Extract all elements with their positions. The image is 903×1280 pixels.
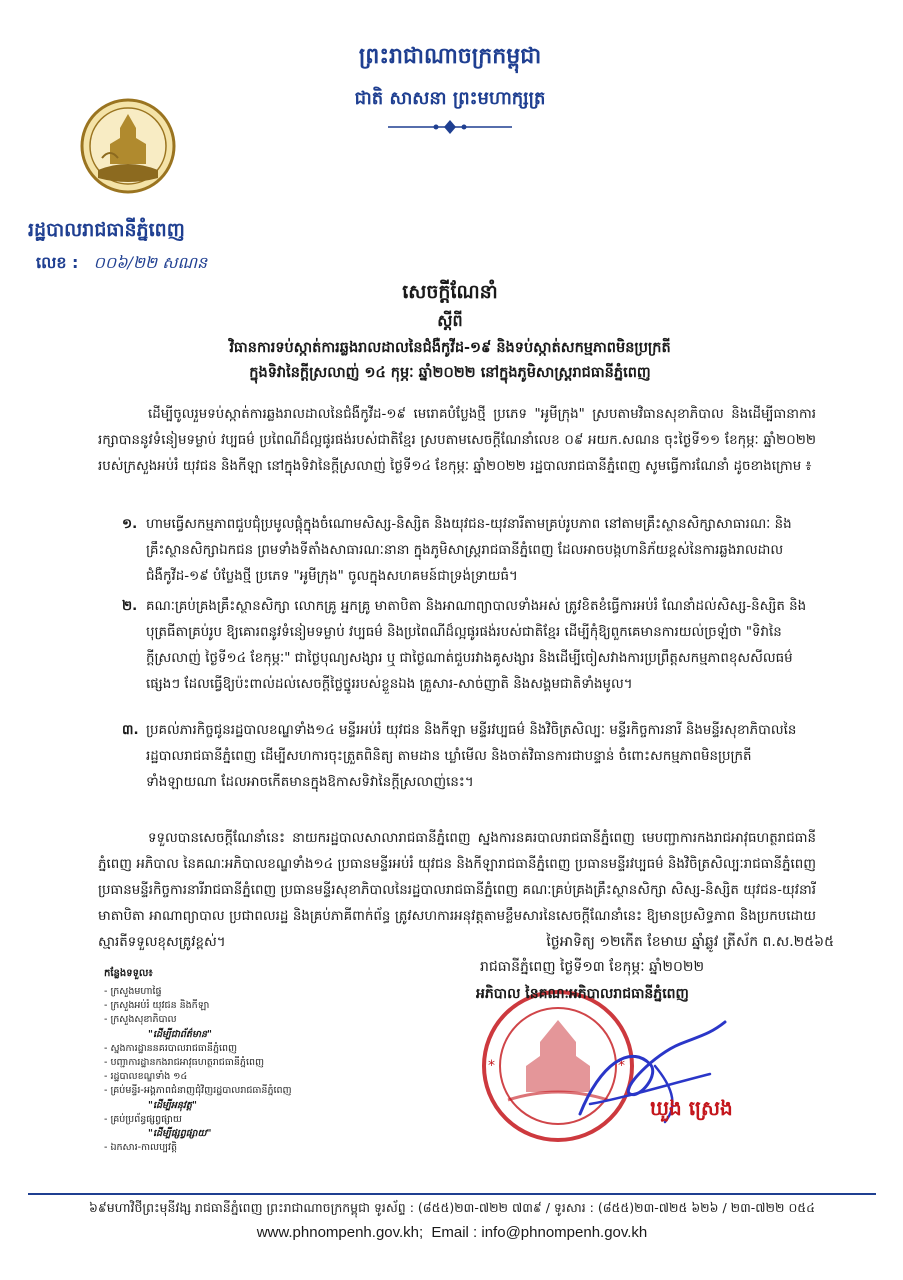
item-text: ហាមធ្វើសកម្មភាពជួបជុំប្រមូលផ្ដុំក្នុងចំណោមសិស្ស-និស្សិត និងយុវជន-យុវនារីតាមគ្រប់រូបភាព នៅតាមគ្រឹះស្ថានសិក្សាសាធារណៈ និងគ្រឹះស្ថានសិក្សាឯកជន ព្រមទាំងទីតាំងសាធារណៈនានា ក្នុងភូមិសាស្ត្ររាជធានីភ្នំពេញ ដែលអាចបង្កហានិភ័យខ្ពស់នៃការឆ្លងរាលដាលជំងឺកូវីដ-១៩ បំប្លែងថ្មី ប្រភេទ "អូមីក្រុង" ចូលក្នុងសហគមន៍ជាទ្រង់ទ្រាយធំ។ [146,517,792,584]
intro-paragraph: ដើម្បីចូលរួមទប់ស្កាត់ការឆ្លងរាលដាលនៃជំងឺកូវីដ-១៩ មេរោគបំប្លែងថ្មី ប្រភេទ "អូមីក្រុង" ស្របតាមវិធានសុខាភិបាល និងដើម្បីធានាការរក្សាបាននូវទំនៀមទម្លាប់ វប្បធម៌ ប្រពៃណីដ៏ល្អផូរផង់របស់ជាតិខ្មែរ ស្របតាមសេចក្ដីណែនាំលេខ ០៩ អយក.សណន ចុះថ្ងៃទី១១ ខែកុម្ភៈ ឆ្នាំ២០២២ របស់ក្រសួងអប់រំ យុវជន និងកីឡា នៅក្នុងទិវានៃក្ដីស្រលាញ់ ថ្ងៃទី១៤ ខែកុម្ភៈ ឆ្នាំ២០២២ រដ្ឋបាលរាជធានីភ្នំពេញ សូមធ្វើការណែនាំ ដូចខាងក្រោម ៖ [98,407,816,474]
lunar-date: ថ្ងៃអាទិត្យ ១២កើត ខែមាឃ ឆ្នាំឆ្លូវ ត្រីស័ក ព.ស.២៥៦៥ [546,934,834,950]
item-text: ប្រគល់ភារកិច្ចជូនរដ្ឋបាលខណ្ឌទាំង១៤ មន្ទីរអប់រំ យុវជន និងកីឡា មន្ទីរវប្បធម៌ និងវិចិត្រសិល្បៈ មន្ទីរកិច្ចការនារី និងមន្ទីរសុខាភិបាលនៃរដ្ឋបាលរាជធានីភ្នំពេញ ដើម្បីសហការចុះត្រួតពិនិត្យ តាមដាន ឃ្លាំមើល និងចាត់វិធានការជាបន្ទាន់ ចំពោះសកម្មភាពមិនប្រក្រតីទាំងឡាយណា ដែលអាចកើតមានក្នុងឱកាសទិវានៃក្ដីស្រលាញ់នេះ។ [146,723,797,790]
recipient-purpose: "ដើម្បីជាព័ត៌មាន" [148,1028,212,1040]
item-number: ៣. [122,723,139,738]
reference-label: លេខ : [36,253,79,272]
footer-address: ៦៩មហាវិថីព្រះមុនីវង្ស រាជធានីភ្នំពេញ ព្រះរាជាណាចក្រកម្ពុជា ទូរស័ព្ទ : (៨៥៥)២៣-៧២២ ៧៣៩ / ទូរសារ : (៨៥៥)២៣-៧២៥ ៦២៦ / ២៣-៧២២ ០៥៤ [89,1200,815,1215]
recipient-item: - ក្រសួងសុខាភិបាល [104,1014,177,1026]
recipient-item: - ឯកសារ-កាលប្បវត្តិ [104,1142,178,1154]
recipient-purpose: "ដើម្បីផ្សព្វផ្សាយ" [148,1128,212,1140]
recipients-list [104,966,364,1155]
recipient-item: - គ្រប់ប្រព័ន្ធផ្សព្វផ្សាយ [104,1113,182,1125]
svg-text:*: * [488,1058,495,1074]
signatory-title: អភិបាល នៃគណៈអភិបាលរាជធានីភ្នំពេញ [476,986,689,1002]
email-link[interactable]: Email : info@phnompenh.gov.kh [431,1224,648,1241]
signatory-name: ឃួង ស្រេង [650,1096,733,1120]
recipient-item: - រដ្ឋបាលខណ្ឌទាំង ១៤ [104,1071,188,1083]
closing-paragraph: ទទួលបានសេចក្ដីណែនាំនេះ នាយករដ្ឋបាលសាលារាជធានីភ្នំពេញ ស្នងការនគរបាលរាជធានីភ្នំពេញ មេបញ្ជាការកងរាជអាវុធហត្ថរាជធានីភ្នំពេញ អភិបាល នៃគណៈអភិបាលខណ្ឌទាំង១៤ ប្រធានមន្ទីរអប់រំ យុវជន និងកីឡារាជធានីភ្នំពេញ ប្រធានមន្ទីរវប្បធម៌ និងវិចិត្រសិល្បៈរាជធានីភ្នំពេញ ប្រធានមន្ទីរកិច្ចការនារីរាជធានីភ្នំពេញ ប្រធានមន្ទីរសុខាភិបាលនៃរដ្ឋបាលរាជធានីភ្នំពេញ គណៈគ្រប់គ្រងគ្រឹះស្ថានសិក្សា សិស្ស-និស្សិត យុវជន-យុវនារី មាតាបិតា អាណាព្យាបាល ប្រជាពលរដ្ឋ និងគ្រប់ភាគីពាក់ព័ន្ធ ត្រូវសហការអនុវត្តតាមខ្លឹមសារនៃសេចក្ដីណែនាំនេះ ឱ្យមានប្រសិទ្ធភាព និងប្រកបដោយស្មារតីទទួលខុសត្រូវខ្ពស់។ [98,831,816,950]
website-link[interactable]: www.phnompenh.gov.kh; [256,1224,424,1241]
instruction-item [122,594,816,698]
recipient-item: - ស្នងការដ្ឋាននគរបាលរាជធានីភ្នំពេញ [104,1042,238,1054]
document-subtitle: ស្ដីពី [437,311,463,330]
national-motto: ជាតិ សាសនា ព្រះមហាក្សត្រ [354,88,546,109]
recipients-heading: កន្លែងទទួល៖ [104,968,153,979]
subject-line-2: ក្នុងទិវានៃក្ដីស្រលាញ់ ១៤ កុម្ភៈ ឆ្នាំ២០២២ នៅក្នុងភូមិសាស្ត្ររាជធានីភ្នំពេញ [249,365,651,381]
footer-divider [28,1193,876,1195]
phnom-penh-seal-icon [80,98,176,194]
recipient-item: - ក្រសួងមហាផ្ទៃ [104,986,162,997]
item-number: ២. [122,599,138,614]
item-number: ១. [122,517,138,532]
issuing-authority: រដ្ឋបាលរាជធានីភ្នំពេញ [28,219,185,241]
kingdom-heading: ព្រះរាជាណាចក្រកម្ពុជា [358,44,542,69]
reference-number [36,252,207,276]
instruction-item [122,512,816,590]
subject-line-1: វិធានការទប់ស្កាត់ការឆ្លងរាលដាលនៃជំងឺកូវីដ-១៩ និងទប់ស្កាត់សកម្មភាពមិនប្រក្រតី [229,340,671,356]
recipient-purpose: "ដើម្បីអនុវត្ត" [148,1099,197,1111]
gregorian-date: រាជធានីភ្នំពេញ ថ្ងៃទី១៣ ខែកុម្ភៈ ឆ្នាំ២០២២ [480,959,705,975]
document-subject [110,336,790,386]
instruction-item [122,718,816,796]
reference-value: ០០៦/២២ សណន [93,253,208,272]
recipient-item: - បញ្ជាការដ្ឋានកងរាជអាវុធហត្ថរាជធានីភ្នំពេញ [104,1057,265,1069]
footer-contact [28,1224,876,1241]
recipient-item: - គ្រប់មន្ទីរ-អង្គភាពជំនាញជុំវិញរដ្ឋបាលរាជធានីភ្នំពេញ [104,1085,292,1097]
title-ornament-icon [388,118,512,136]
item-text: គណៈគ្រប់គ្រងគ្រឹះស្ថានសិក្សា លោកគ្រូ អ្នកគ្រូ មាតាបិតា និងអាណាព្យាបាលទាំងអស់ ត្រូវខិតខំធ្វើការអប់រំ ណែនាំដល់សិស្ស-និស្សិត និងបុត្រធីតាគ្រប់រូប ឱ្យគោរពនូវទំនៀមទម្លាប់ វប្បធម៌ និងប្រពៃណីដ៏ល្អផូរផង់របស់ជាតិខ្មែរ ដើម្បីកុំឱ្យពួកគេមានការយល់ច្រឡំថា "ទិវានៃក្ដីស្រលាញ់ ថ្ងៃទី១៤ ខែកុម្ភៈ" ជាថ្ងៃបុណ្យសង្សារ ឬ ជាថ្ងៃណាត់ជួបរវាងគូសង្សារ និងដើម្បីចៀសវាងការប្រព្រឹត្តសកម្មភាពខុសសីលធម៌ផ្សេងៗ ដែលធ្វើឱ្យប៉ះពាល់ដល់សេចក្ដីថ្លៃថ្នូររបស់ខ្លួនឯង គ្រួសារ-សាច់ញាតិ និងសង្គមជាតិទាំងមូល។ [146,599,807,692]
svg-text:*: * [618,1058,625,1074]
document-title: សេចក្ដីណែនាំ [402,281,498,303]
recipient-item: - ក្រសួងអប់រំ យុវជន និងកីឡា [104,1000,210,1012]
